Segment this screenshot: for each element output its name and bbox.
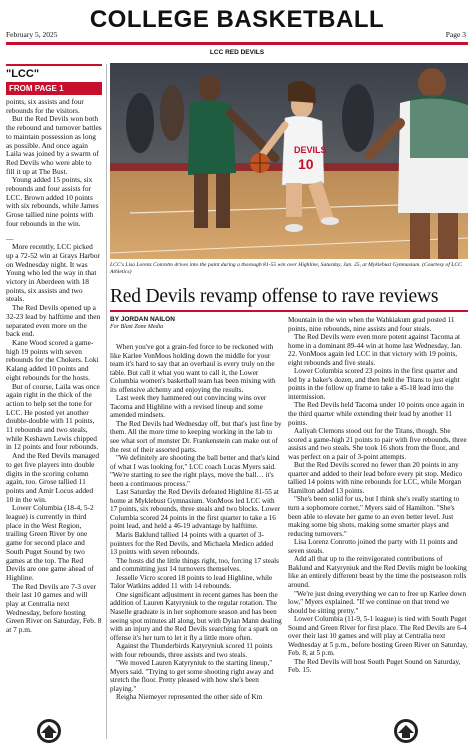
article-paragraph: The hosts did the little things right, too, forcing 17 steals and committing just 14 turnovers themselves.	[110, 556, 279, 574]
photo-illustration	[110, 63, 468, 259]
article-headline: Red Devils revamp offense to rave reviews	[110, 286, 439, 307]
svg-text:10: 10	[298, 156, 314, 172]
byline: BY JORDAN NAILON	[110, 316, 175, 323]
sidebar-jump-story	[6, 64, 102, 744]
sidebar-paragraph: The Red Devils are 7-3 over their last 10 games and will play at Centralia next Wednesday, before hosting Green River on Saturday, Feb. 8 at 7 p.m.	[6, 581, 102, 635]
game-photo	[110, 63, 468, 259]
publication-logo-icon	[36, 718, 62, 744]
article-paragraph: Mountain in the win when the Wahkiakum grad posted 11 points, nine rebounds, nine assists and four steals.	[288, 316, 455, 333]
article-paragraph: Reigha Niemeyer represented the other side of Km	[116, 693, 263, 702]
article-paragraph: The Red Devils were even more potent against Tacoma at home in a dominant 89-44 win at home last Wednesday, Jan. 22. VonMoos again led LCC in that victory with 19 points, eight rebounds and five steals.	[288, 333, 463, 367]
masthead	[0, 0, 474, 56]
issue-date: February 5, 2025	[6, 30, 58, 39]
jump-title: "LCC"	[6, 64, 102, 80]
header-rule	[6, 42, 468, 45]
publication-logo-icon	[393, 718, 419, 744]
sidebar-paragraph: The Red Devils opened up a 32-23 lead by halftime and then separated even more on the back end.	[6, 303, 101, 339]
article-paragraph: Against the Thunderbirds Katyryniuk scored 11 points with four rebounds, three assists and two steals.	[110, 642, 273, 659]
sidebar-paragraph: More recently, LCC picked up a 72-52 win at Grays Harbor on Wednesday night. It was Young who led the way in that victory in Aberdeen with 18 points, six assists and two steals.	[6, 242, 100, 304]
article-paragraph: But the Red Devils scored no fewer than 20 points in any quarter and added to their lead before every pit stop. Medico tallied 14 points with nine rebounds for LCC, while Morgan Hamilton added 13 points.	[288, 461, 463, 495]
sidebar-divider: —	[6, 233, 14, 243]
article-paragraph: Lisa Lorenz Conrotto joined the party with 11 points and seven steals.	[288, 538, 458, 555]
article-paragraph: Last week they hammered out convincing wins over Tacoma and Highline with a revised lineup and some amended mindsets.	[110, 394, 267, 420]
article-paragraph: Lower Columbia (11-9, 5-1 league) is tied with South Puget Sound and Green River for first place. The Red Devils are 6-4 over their last 10 games and will play at Centralia next Wednesday at 5 p.m., before hosting Green River on Saturday, Feb. 8, at 5 p.m.	[288, 615, 468, 658]
article-paragraph: The Red Devils will host South Puget Sound on Saturday, Feb. 15.	[288, 657, 461, 675]
column-divider	[106, 64, 107, 739]
article-paragraph: The Red Devils held Tacoma under 10 points once again in the third quarter while extending their lead by another 11 points.	[288, 401, 465, 427]
svg-text:DEVILS: DEVILS	[294, 145, 327, 155]
article-paragraph: "We're just doing everything we can to free up Karlee down low," Myers explained. "If we continue on that trend we should be sitting pretty."	[288, 589, 467, 615]
sidebar-paragraph: Kane Wood scored a game-high 19 points with seven rebounds for the Chokers. Loki Kalang added 10 points and eight rebounds for the hosts.	[6, 337, 99, 382]
sidebar-body	[6, 98, 102, 635]
article-paragraph: Add all that up to the reinvigorated contributions of Baklund and Katyryniuk and the Red Devils might be looking like an entirely different beast by the time the postseason rolls around.	[288, 555, 467, 589]
page-number: Page 3	[445, 30, 466, 39]
photo-caption: LCC's Lisa Lorenz Conrotto drives into the paint during a thorough 81-55 win over Highline, Saturday, Jan. 25, at Myklebust Gymnasium. (Courtesy of LCC Athletics)	[110, 262, 462, 275]
article-paragraph: When you've got a grain-fed force to be reckoned with like Karlee VonMoos holding down the middle for your team it's hard to say that an overhaul is every truly on the table. But call it what you want to call it, the Lower Columbia women's basketball team has been mixing with its offensive alchemy and enjoying the results.	[110, 343, 276, 394]
article-paragraph: Maris Baklund tallied 14 points with a quartet of 3-pointers for the Red Devils, and Michaela Medico added 13 points with seven rebounds.	[110, 531, 274, 557]
sidebar-paragraph: points, six assists and four rebounds for the visitors.	[6, 97, 84, 115]
article-paragraph: Aaliyah Clemons stood out for the Titans, though. She scored a game-high 21 points to pair with five rebounds, three assists and two steals. She took 16 shots from the floor, and was perfect on a pair of 3-point attempts.	[288, 427, 467, 461]
sidebar-paragraph: Young added 15 points, six rebounds and four assists for LCC. Brown added 10 points with six rebounds, while James Grose tallied nine points with four rebounds in the win.	[6, 175, 99, 228]
sidebar-paragraph: But the Red Devils won both the rebound and turnover battles to maintain possession as long as possible. And once again Laila was joined by a swarm of Red Devils who were able to fill it up at The Bust.	[6, 114, 102, 176]
headline-rule	[110, 310, 468, 312]
article-paragraph: "We moved Lauren Katyryniuk to the starting lineup," Myers said. "Trying to get some shooting right away and stretch the floor. Pretty pleased with how she's been playing."	[110, 659, 274, 693]
sidebar-paragraph: And the Red Devils managed to get five players into double digits in the scoring column again, too. Grose tallied 11 points and Amir Locus added 10 in the win.	[6, 451, 100, 504]
page-title: COLLEGE BASKETBALL	[89, 6, 385, 33]
article-paragraph: Lower Columbia scored 23 points in the first quarter and led by a baker's dozen, and then held the Titans to just eight points in the follow up frame to take a 45-18 lead into the intermission.	[288, 367, 460, 401]
article-paragraph: One significant adjustment in recent games has been the addition of Lauren Katyryniuk to the regular rotation. The Naselle graduate is in her sophomore season and has been seeing spot minutes all along, but with Dylan Mann dealing with an injury and the Red Devils searching for a spark on offense it's her turn to let it fly a little more often.	[110, 590, 282, 642]
sidebar-paragraph: Lower Columbia (18-4, 5-2 league) is currently in third place in the West Region, trailing Green River by one game for second place and South Puget Sound by two games at the top. The Red Devils are one game ahead of Highline.	[6, 503, 94, 582]
section-label: LCC RED DEVILS	[209, 49, 265, 56]
article-paragraph: The Red Devils had Wednesday off, but that's just fine by them. All the more time to keeping working in the lab to see what sort of monster Dr. Frankenstein can make out of the rest of their assorted parts.	[110, 419, 282, 454]
article-paragraph: Jesselle Vicro scored 18 points to lead Highline, while Talor Watkins added 11 with 14 rebounds.	[110, 573, 273, 591]
jump-subtitle: FROM PAGE 1	[6, 82, 102, 95]
article-column-2	[288, 316, 468, 741]
sidebar-paragraph: But of course, Laila was once again right in the thick of the action to help set the tone for LCC. He posted yet another double-double with 11 points, 11 rebounds and two steals, while Keshawn Lewis chipped in 12 points and four rebounds.	[6, 381, 100, 452]
article-paragraph: "We definitely are shooting the ball better and that's kind of what I was looking for," LCC coach Lucas Myers said. "We're starting to see the right plays, move the ball… it's been a continuous process."	[110, 454, 280, 488]
article-column-1	[110, 343, 282, 741]
article-paragraph: Last Saturday the Red Devils defeated Highline 81-55 at home at Myklebust Gymnasium. VonMoos led LCC with 17 points, six rebounds, three steals and two blocks. Lower Columbia scored 24 points in the first quarter to take a 16 point lead, and held a 46-19 advantage by halftime.	[110, 488, 281, 531]
article-paragraph: "She's been solid for us, but I think she's really starting to turn a sophomore corner," Myers said of Hamilton. "She's been able to elevate her game to an even better level. Just making some big shots, making some smarter plays and reducing turnovers."	[288, 495, 460, 538]
byline-outlet: For Blast Zone Media	[110, 324, 164, 330]
